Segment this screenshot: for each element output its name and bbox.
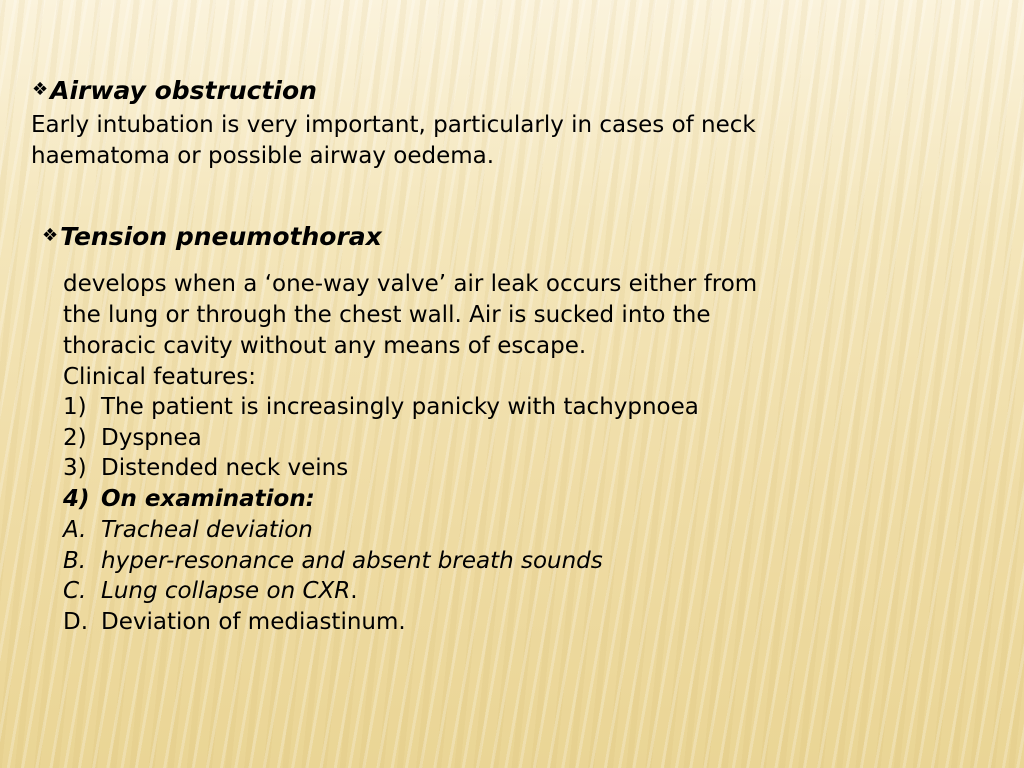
examination-findings-list	[63, 515, 603, 637]
diamond-bullet-icon: ❖	[42, 225, 59, 246]
clinical-features-label: Clinical features:	[63, 364, 257, 390]
list-text: hyper-resonance and absent breath sounds	[101, 547, 603, 574]
tension-pneumothorax-heading	[42, 222, 382, 251]
list-marker: 3)	[63, 455, 87, 482]
list-marker: C.	[63, 578, 87, 605]
list-item	[63, 607, 603, 638]
list-marker: B.	[63, 547, 87, 574]
list-item	[63, 392, 699, 423]
list-item	[63, 453, 699, 484]
list-item	[63, 576, 603, 607]
airway-obstruction-text: Early intubation is very important, particularly in cases of neck haematoma or possible airway oedema.	[31, 112, 756, 169]
heading-text: Tension pneumothorax	[60, 222, 382, 251]
list-text: The patient is increasingly panicky with tachypnoea	[101, 394, 699, 420]
list-text: Deviation of mediastinum.	[101, 608, 406, 635]
list-item	[63, 546, 603, 577]
heading-text: Airway obstruction	[50, 76, 317, 105]
diamond-bullet-icon: ❖	[32, 79, 49, 100]
list-text: Dyspnea	[101, 424, 202, 451]
list-item	[63, 423, 699, 454]
list-item	[63, 515, 603, 546]
list-marker: 1)	[63, 394, 87, 420]
list-item	[63, 484, 699, 515]
list-marker: 2)	[63, 424, 87, 451]
list-text-suffix: .	[350, 578, 358, 605]
airway-obstruction-heading	[32, 76, 317, 105]
list-text: Lung collapse on CXR	[101, 578, 351, 605]
list-marker: D.	[63, 608, 89, 635]
clinical-features-list	[63, 392, 699, 514]
list-marker: 4)	[63, 485, 90, 512]
list-text: Distended neck veins	[101, 455, 349, 482]
list-text: Tracheal deviation	[101, 517, 313, 543]
description-text: develops when a ‘one-way valve’ air leak occurs either from the lung or through the chest wall. Air is sucked into the thoracic cavity without any means of escape.	[63, 271, 758, 359]
list-marker: A.	[63, 517, 87, 543]
list-text: On examination:	[101, 485, 315, 512]
tension-pneumothorax-text	[63, 269, 793, 393]
